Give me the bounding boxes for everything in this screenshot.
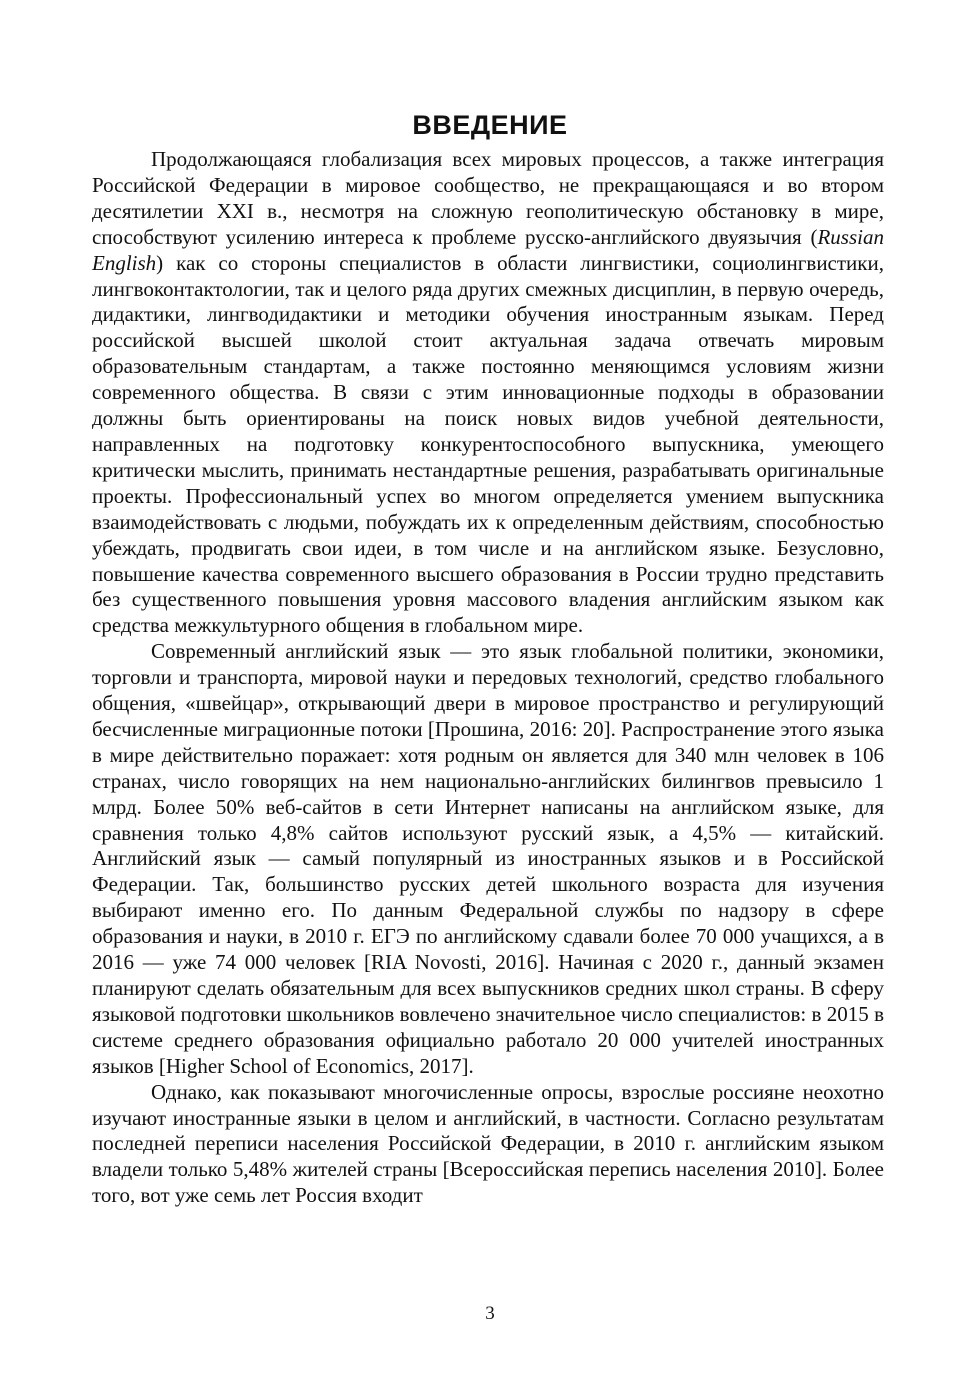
paragraph-1-text-start: Продолжающаяся глобализация всех мировых процессов, а также интеграция Российской Федерации в мировое сообщество, не прекращающаяся и во втором десятилетии XXI в., несмотря на сложную геополитическую обстановку в мире, способствуют усилению интереса к проблеме русско-английского двуязычия ( <box>92 147 884 249</box>
paragraph-3: Однако, как показывают многочисленные опросы, взрослые россияне неохотно изучают иностранные языки в целом и английский, в частности. Согласно результатам последней переписи населения Российской Федерации, в 2010 г. английским языком владели только 5,48% жителей страны [Всероссийская перепись населения 2010]. Более того, вот уже семь лет Россия входит <box>92 1079 884 1208</box>
body-text <box>92 147 884 1209</box>
paragraph-1-text-end: ) как со стороны специалистов в области лингвистики, социолингвистики, лингвоконтактологии, так и целого ряда других смежных дисциплин, в первую очередь, дидактики, лингводидактики и методики обучения иностранным языкам. Перед российской высшей школой стоит актуальная задача отвечать мировым образовательным стандартам, а также постоянно меняющимся условиям жизни современного общества. В связи с этим инновационные подходы в образовании должны быть ориентированы на поиск новых видов учебной деятельности, направленных на подготовку конкурентоспособного выпускника, умеющего критически мыслить, принимать нестандартные решения, разрабатывать оригинальные проекты. Профессиональный успех во многом определяется умением выпускника взаимодействовать с людьми, побуждать их к определенным действиям, способностью убеждать, продвигать свои идеи, в том числе и на английском языке. Безусловно, повышение качества современного высшего образования в России трудно представить без существенного повышения уровня массового владения английским языком как средства межкультурного общения в глобальном мире. <box>92 250 884 638</box>
paragraph-2: Современный английский язык — это язык глобальной политики, экономики, торговли и транспорта, мировой науки и передовых технологий, средство глобального общения, «швейцар», открывающий двери в мировое пространство и регулирующий бесчисленные миграционные потоки [Прошина, 2016: 20]. Распространение этого языка в мире действительно поражает: хотя родным он является для 340 млн человек в 106 странах, число говорящих на нем национально-английских билингвов превысило 1 млрд. Более 50% веб-сайтов в сети Интернет написаны на английском языке, для сравнения только 4,8% сайтов используют русский язык, а 4,5% — китайский. Английский язык — самый популярный из иностранных языков и в Российской Федерации. Так, большинство русских детей школьного возраста для изучения выбирают именно его. По данным Федеральной службы по надзору в сфере образования и науки, в 2010 г. ЕГЭ по английскому сдавали более 70 000 учащихся, а в 2016 — уже 74 000 человек [RIA Novosti, 2016]. Начиная с 2020 г., данный экзамен планируют сделать обязательным для всех выпускников средних школ страны. В сферу языковой подготовки школьников вовлечено значительное число специалистов: в 2015 в системе среднего образования официально работало 20 000 учителей иностранных языков [Higher School of Economics, 2017]. <box>92 639 884 1078</box>
paragraph-1-italic-term: Russian English <box>92 224 884 275</box>
page-title: ВВЕДЕНИЕ <box>412 110 568 141</box>
page-number: 3 <box>485 1303 495 1324</box>
paragraph-1 <box>92 147 884 639</box>
